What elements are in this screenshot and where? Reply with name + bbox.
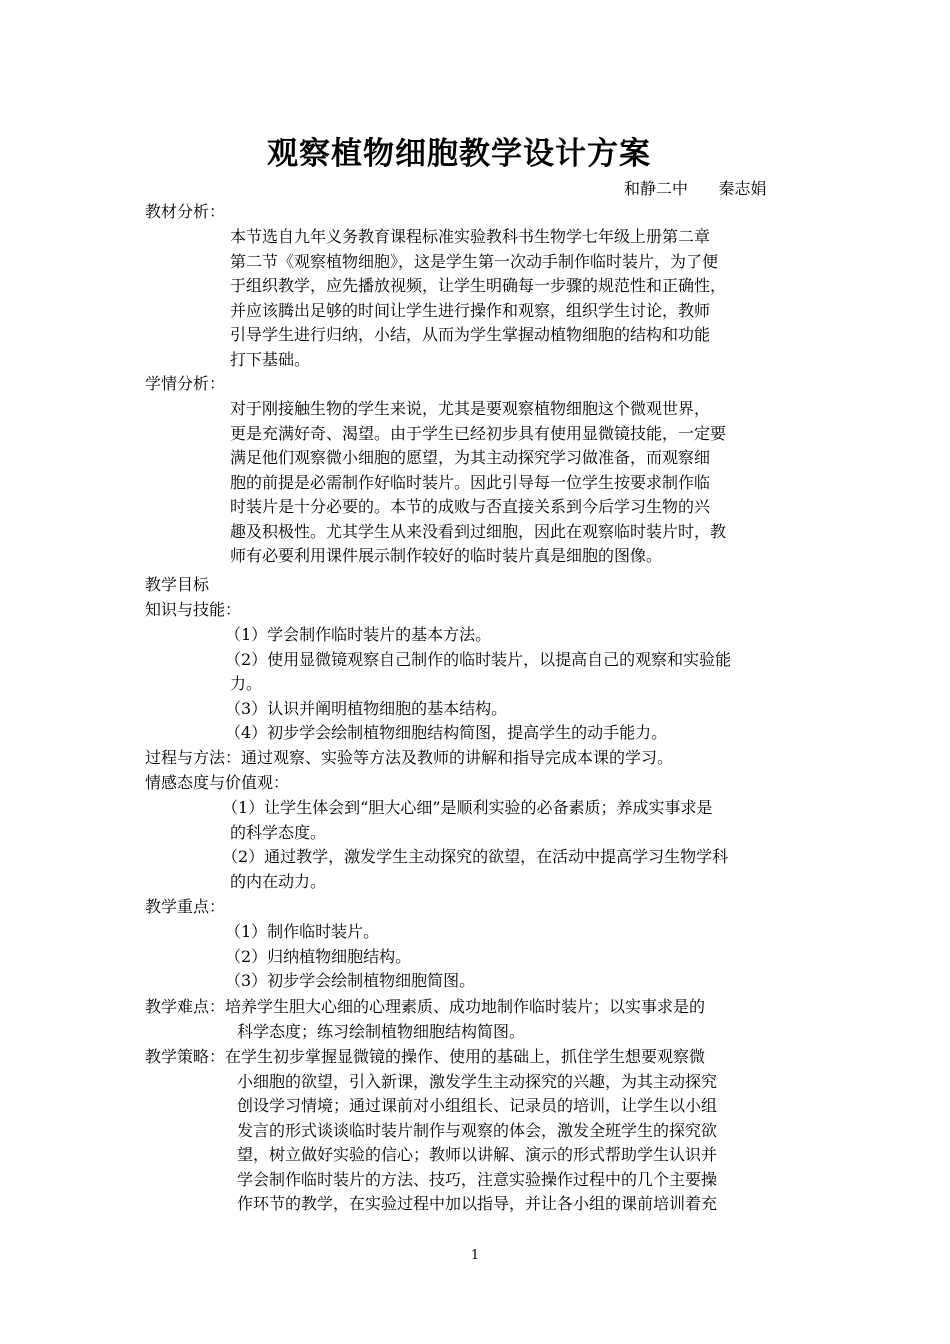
text-line: 教学策略：在学生初步掌握显微镜的操作、使用的基础上，抓住学生想要观察微 (145, 1047, 706, 1066)
list-item: 的内在动力。 (230, 871, 327, 891)
text-line: 小细胞的欲望，引入新课，激发学生主动探究的兴趣，为其主动探究 (237, 1071, 718, 1091)
difficulty-block (145, 995, 705, 1044)
text-line: 作环节的教学，在实验过程中加以指导，并让各小组的课前培训着充 (237, 1194, 718, 1213)
text-line: 更是充满好奇、渴望。由于学生已经初步具有使用显微镜技能，一定要 (230, 423, 727, 443)
key-heading: 教学重点： (145, 897, 226, 916)
text-line: 望，树立做好实验的信心；教师以讲解、演示的形式帮助学生认识并 (237, 1145, 718, 1164)
document-title: 观察植物细胞教学设计方案 (267, 136, 651, 172)
text-line: 胞的前提是必需制作好临时装片。因此引导每一位学生按要求制作临 (230, 472, 711, 492)
text-line: 满足他们观察微小细胞的愿望，为其主动探究学习做准备，而观察细 (230, 448, 711, 467)
text-line: 发言的形式谈谈临时装片制作与观察的体会，激发全班学生的探究欲 (237, 1120, 718, 1140)
list-item: （3）初步学会绘制植物细胞简图。 (225, 971, 476, 990)
text-line: 并应该腾出足够的时间让学生进行操作和观察，组织学生讨论，教师 (230, 300, 711, 320)
list-item: （1）学会制作临时装片的基本方法。 (225, 625, 492, 644)
author-line: 和静二中 秦志娟 (624, 179, 767, 198)
list-item: （3）认识并阐明植物细胞的基本结构。 (225, 698, 508, 718)
text-line: 第二节《观察植物细胞》，这是学生第一次动手制作临时装片，为了便 (230, 251, 719, 271)
text-line: 本节选自九年义务教育课程标准实验教科书生物学七年级上册第二章 (230, 227, 711, 246)
text-line: 教学难点：培养学生胆大心细的心理素质、成功地制作临时装片；以实事求是的 (145, 997, 706, 1016)
materials-heading: 教材分析： (145, 202, 226, 221)
list-item: 力。 (230, 674, 263, 693)
key-list (225, 920, 475, 994)
list-item: （2）通过教学，激发学生主动探究的欲望，在活动中提高学习生物学科 (222, 847, 729, 866)
text-line: 时装片是十分必要的。本节的成败与否直接关系到今后学习生物的兴 (230, 497, 711, 516)
knowledge-heading: 知识与技能： (145, 600, 242, 619)
list-item: （1）制作临时装片。 (225, 922, 380, 941)
list-item: （2）归纳植物细胞结构。 (225, 946, 412, 966)
text-line: 打下基础。 (230, 349, 311, 369)
emotion-heading: 情感态度与价值观： (145, 773, 290, 792)
process-line: 过程与方法：通过观察、实验等方法及教师的讲解和指导完成本课的学习。 (145, 748, 674, 767)
text-line: 趣及积极性。尤其学生从来没看到过细胞，因此在观察临时装片时，教 (230, 521, 727, 541)
list-item: （2）使用显微镜观察自己制作的临时装片，以提高自己的观察和实验能 (225, 649, 732, 669)
text-line: 引导学生进行归纳，小结，从而为学生掌握动植物细胞的结构和功能 (230, 325, 711, 344)
materials-paragraph (230, 225, 726, 372)
text-line: 学会制作临时装片的方法、技巧，注意实验操作过程中的几个主要操 (237, 1169, 718, 1189)
list-item: （1）让学生体会到“胆大心细”是顺利实验的必备素质；养成实事求是 (222, 798, 713, 817)
students-paragraph (230, 397, 726, 569)
list-item: （4）初步学会绘制植物细胞结构简图，提高学生的动手能力。 (225, 723, 668, 742)
strategy-block (145, 1045, 717, 1217)
knowledge-list (225, 623, 731, 746)
emotion-list (222, 796, 728, 894)
goals-heading: 教学目标 (145, 575, 210, 594)
text-line: 对于刚接触生物的学生来说，尤其是要观察植物细胞这个微观世界， (230, 399, 711, 418)
page-number: 1 (470, 1248, 480, 1263)
text-line: 师有必要利用课件展示制作较好的临时装片真是细胞的图像。 (230, 546, 663, 565)
list-item: 的科学态度。 (230, 822, 327, 842)
text-line: 于组织教学，应先播放视频，让学生明确每一步骤的规范性和正确性， (230, 276, 727, 295)
text-line: 创设学习情境；通过课前对小组组长、记录员的培训，让学生以小组 (237, 1096, 718, 1115)
students-heading: 学情分析： (145, 374, 226, 393)
text-line: 科学态度；练习绘制植物细胞结构简图。 (237, 1021, 526, 1041)
